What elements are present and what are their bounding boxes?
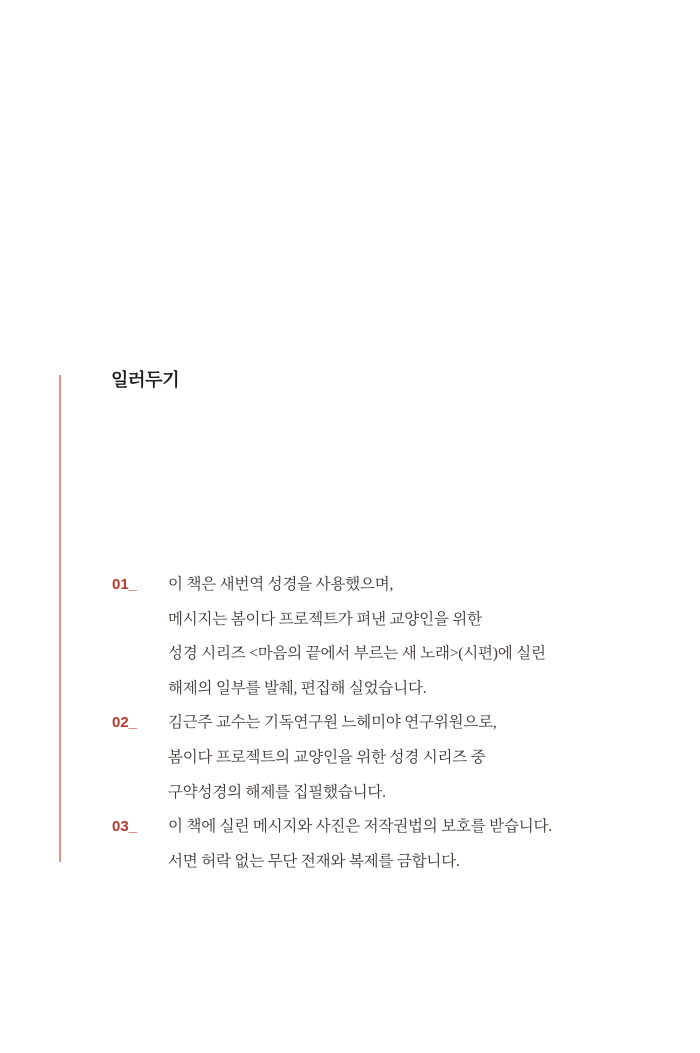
text-line: 김근주 교수는 기독연구원 느헤미야 연구위원으로, [168, 714, 497, 732]
item-text [168, 810, 582, 879]
item-text [168, 568, 582, 706]
notice-item-01 [112, 568, 582, 706]
text-line: 성경 시리즈 <마음의 끝에서 부르는 새 노래>(시편)에 실린 [168, 645, 546, 663]
vertical-accent-rule [59, 375, 61, 862]
text-line: 메시지는 봄이다 프로젝트가 펴낸 교양인을 위한 [168, 610, 482, 628]
item-number: 03_ [112, 818, 138, 836]
text-line: 해제의 일부를 발췌, 편집해 실었습니다. [168, 679, 427, 697]
item-number: 02_ [112, 714, 138, 732]
text-line: 서면 허락 없는 무단 전재와 복제를 금합니다. [168, 852, 460, 870]
item-text [168, 706, 582, 810]
notice-item-03 [112, 810, 582, 879]
page-title: 일러두기 [111, 370, 180, 390]
text-line: 이 책은 새번역 성경을 사용했으며, [168, 576, 394, 593]
text-line: 구약성경의 해제를 집필했습니다. [168, 783, 386, 801]
notice-item-02 [112, 706, 582, 810]
text-line: 봄이다 프로젝트의 교양인을 위한 성경 시리즈 중 [168, 748, 486, 766]
text-line: 이 책에 실린 메시지와 사진은 저작권법의 보호를 받습니다. [168, 818, 552, 836]
item-number: 01_ [112, 576, 138, 593]
notice-list [112, 568, 582, 879]
